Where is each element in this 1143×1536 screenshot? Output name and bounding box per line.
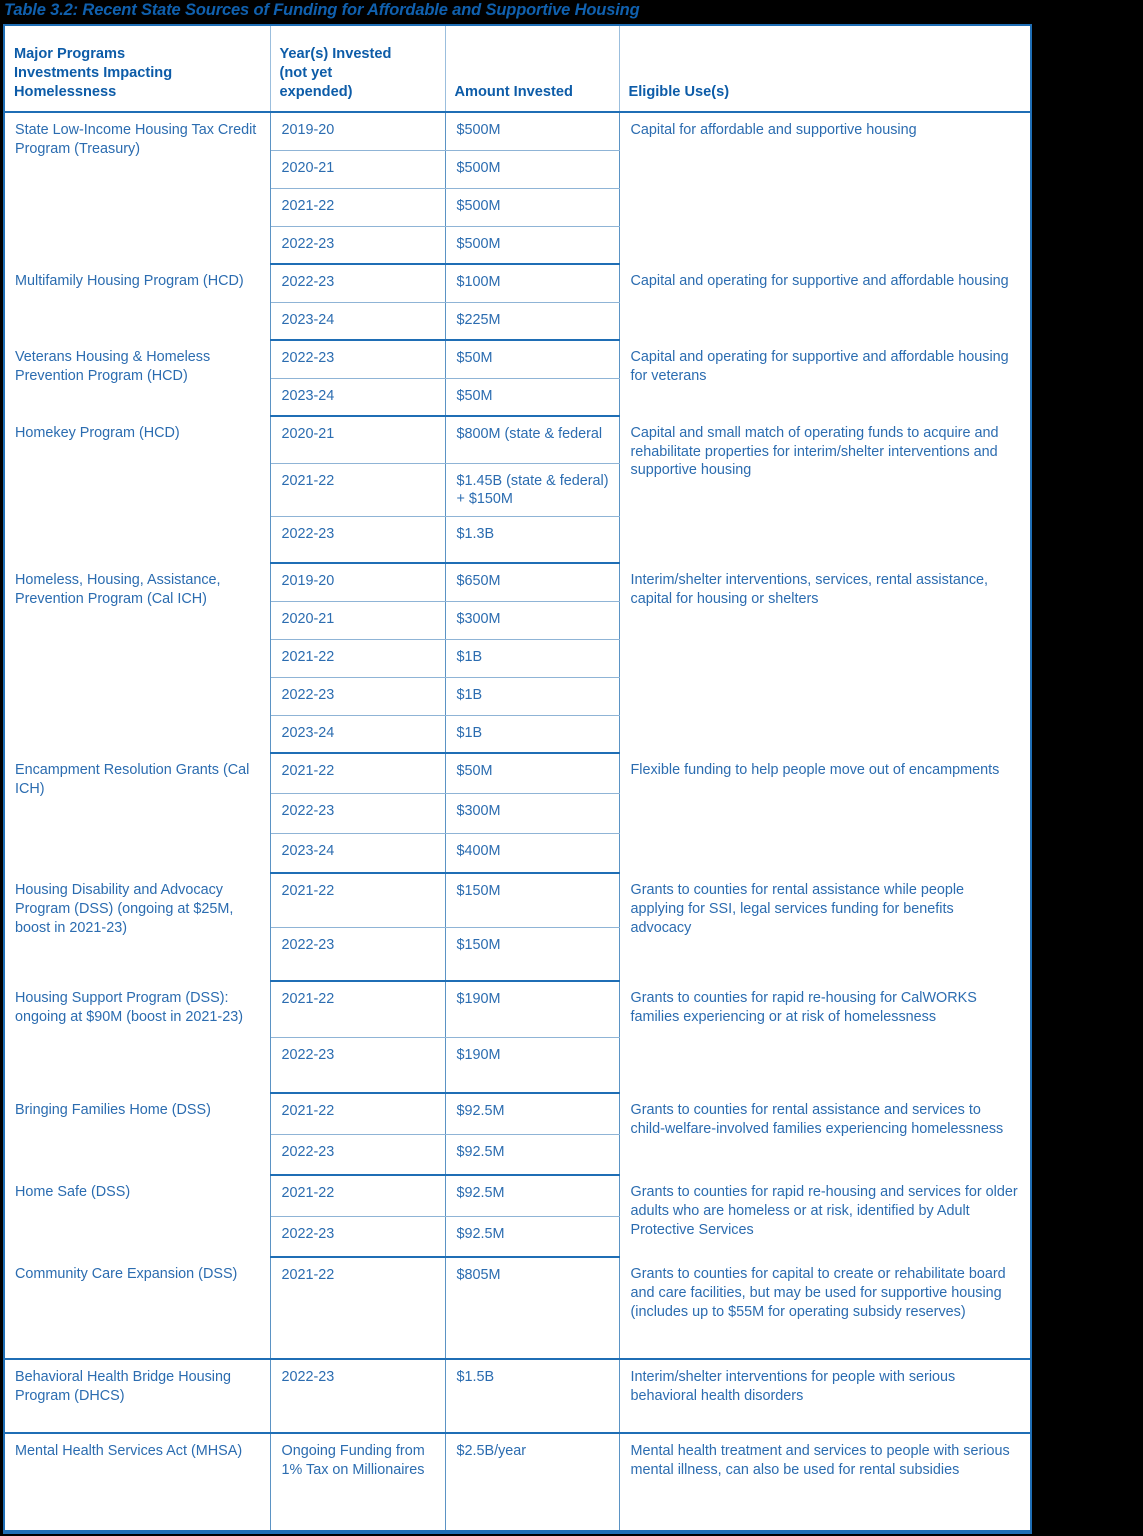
- eligible-use-cell: Grants to counties for rental assistance and services to child-welfare-involved families experiencing homelessness: [619, 1093, 1030, 1175]
- year-invested-cell: 2022-23: [270, 1216, 445, 1257]
- program-name-cell: Bringing Families Home (DSS): [5, 1093, 270, 1175]
- year-invested-cell: 2022-23: [270, 1359, 445, 1433]
- table-row: [5, 1433, 1030, 1531]
- column-header-eligible-use-line-1: Eligible Use(s): [628, 84, 730, 101]
- table-row: [5, 1093, 1030, 1134]
- amount-invested-cell: $50M: [445, 340, 619, 378]
- eligible-use-cell: Capital and operating for supportive and affordable housing for veterans: [619, 340, 1030, 416]
- table-row: [5, 873, 1030, 927]
- program-name-cell: Veterans Housing & Homeless Prevention Program (HCD): [5, 340, 270, 416]
- year-invested-cell: 2022-23: [270, 1037, 445, 1093]
- amount-invested-cell: $190M: [445, 1037, 619, 1093]
- year-invested-cell: 2023-24: [270, 302, 445, 340]
- column-header-years-line-1: Year(s) Invested: [279, 46, 392, 63]
- amount-invested-cell: $300M: [445, 793, 619, 833]
- year-invested-cell: 2022-23: [270, 264, 445, 302]
- amount-invested-cell: $2.5B/year: [445, 1433, 619, 1531]
- year-invested-cell: 2022-23: [270, 677, 445, 715]
- amount-invested-cell: $805M: [445, 1257, 619, 1359]
- year-invested-cell: 2020-21: [270, 601, 445, 639]
- table-header: [5, 26, 1030, 112]
- year-invested-cell: 2021-22: [270, 753, 445, 793]
- eligible-use-cell: Interim/shelter interventions for people with serious behavioral health disorders: [619, 1359, 1030, 1433]
- table-row: [5, 563, 1030, 601]
- program-name-cell: Behavioral Health Bridge Housing Program (DHCS): [5, 1359, 270, 1433]
- year-invested-cell: 2022-23: [270, 927, 445, 981]
- program-name-cell: Multifamily Housing Program (HCD): [5, 264, 270, 340]
- year-invested-cell: 2022-23: [270, 1134, 445, 1175]
- column-header-program-line-1: Major Programs: [14, 46, 126, 63]
- table-row: [5, 1257, 1030, 1359]
- eligible-use-cell: Capital and operating for supportive and affordable housing: [619, 264, 1030, 340]
- year-invested-cell: 2021-22: [270, 188, 445, 226]
- program-name-cell: Encampment Resolution Grants (Cal ICH): [5, 753, 270, 873]
- table-row: [5, 340, 1030, 378]
- column-header-program-line-3: Homelessness: [14, 84, 117, 101]
- year-invested-cell: 2023-24: [270, 715, 445, 753]
- funding-table-container: [3, 24, 1032, 1534]
- amount-invested-cell: $1.5B: [445, 1359, 619, 1433]
- year-invested-cell: 2020-21: [270, 416, 445, 463]
- column-header-years-line-3: expended): [279, 84, 353, 101]
- amount-invested-cell: $400M: [445, 833, 619, 873]
- year-invested-cell: 2022-23: [270, 793, 445, 833]
- funding-table: [5, 26, 1030, 1532]
- table-row: [5, 112, 1030, 150]
- eligible-use-cell: Grants to counties for rapid re-housing for CalWORKS families experiencing or at risk of homelessness: [619, 981, 1030, 1093]
- amount-invested-cell: $50M: [445, 753, 619, 793]
- amount-invested-cell: $1.45B (state & federal) + $150M: [445, 463, 619, 516]
- year-invested-cell: 2021-22: [270, 1257, 445, 1359]
- eligible-use-cell: Grants to counties for rapid re-housing and services for older adults who are homeless or at risk, identified by Adult Protective Services: [619, 1175, 1030, 1257]
- year-invested-cell: 2021-22: [270, 463, 445, 516]
- amount-invested-cell: $500M: [445, 226, 619, 264]
- year-invested-cell: 2023-24: [270, 378, 445, 416]
- header-row: [5, 26, 1030, 112]
- program-name-cell: Homeless, Housing, Assistance, Prevention Program (Cal ICH): [5, 563, 270, 753]
- amount-invested-cell: $100M: [445, 264, 619, 302]
- amount-invested-cell: $1B: [445, 677, 619, 715]
- amount-invested-cell: $500M: [445, 188, 619, 226]
- eligible-use-cell: Flexible funding to help people move out of encampments: [619, 753, 1030, 873]
- column-header-program: [5, 26, 270, 112]
- year-invested-cell: Ongoing Funding from 1% Tax on Millionaires: [270, 1433, 445, 1531]
- amount-invested-cell: $1B: [445, 639, 619, 677]
- amount-invested-cell: $92.5M: [445, 1175, 619, 1216]
- program-name-cell: Community Care Expansion (DSS): [5, 1257, 270, 1359]
- year-invested-cell: 2021-22: [270, 981, 445, 1037]
- program-name-cell: Mental Health Services Act (MHSA): [5, 1433, 270, 1531]
- eligible-use-cell: Grants to counties for rental assistance while people applying for SSI, legal services funding for benefits advocacy: [619, 873, 1030, 981]
- year-invested-cell: 2019-20: [270, 112, 445, 150]
- eligible-use-cell: Grants to counties for capital to create or rehabilitate board and care facilities, but may be used for supportive housing (includes up to $55M for operating subsidy reserves): [619, 1257, 1030, 1359]
- amount-invested-cell: $300M: [445, 601, 619, 639]
- year-invested-cell: 2021-22: [270, 639, 445, 677]
- table-row: [5, 416, 1030, 463]
- column-header-amount-line-1: Amount Invested: [454, 84, 573, 101]
- column-header-years-line-2: (not yet: [279, 65, 333, 82]
- table-row: [5, 753, 1030, 793]
- amount-invested-cell: $225M: [445, 302, 619, 340]
- amount-invested-cell: $650M: [445, 563, 619, 601]
- table-title: Table 3.2: Recent State Sources of Funding for Affordable and Supportive Housing: [4, 0, 1044, 22]
- year-invested-cell: 2021-22: [270, 873, 445, 927]
- eligible-use-cell: Capital for affordable and supportive housing: [619, 112, 1030, 264]
- amount-invested-cell: $1B: [445, 715, 619, 753]
- eligible-use-cell: Mental health treatment and services to people with serious mental illness, can also be used for rental subsidies: [619, 1433, 1030, 1531]
- amount-invested-cell: $1.3B: [445, 516, 619, 563]
- amount-invested-cell: $800M (state & federal: [445, 416, 619, 463]
- year-invested-cell: 2020-21: [270, 150, 445, 188]
- table-body: [5, 112, 1030, 1531]
- amount-invested-cell: $50M: [445, 378, 619, 416]
- program-name-cell: Homekey Program (HCD): [5, 416, 270, 563]
- amount-invested-cell: $500M: [445, 112, 619, 150]
- year-invested-cell: 2023-24: [270, 833, 445, 873]
- program-name-cell: Home Safe (DSS): [5, 1175, 270, 1257]
- amount-invested-cell: $150M: [445, 927, 619, 981]
- year-invested-cell: 2019-20: [270, 563, 445, 601]
- amount-invested-cell: $92.5M: [445, 1216, 619, 1257]
- amount-invested-cell: $92.5M: [445, 1134, 619, 1175]
- amount-invested-cell: $92.5M: [445, 1093, 619, 1134]
- column-header-amount: [445, 26, 619, 112]
- year-invested-cell: 2021-22: [270, 1175, 445, 1216]
- program-name-cell: Housing Disability and Advocacy Program (DSS) (ongoing at $25M, boost in 2021-23): [5, 873, 270, 981]
- eligible-use-cell: Capital and small match of operating funds to acquire and rehabilitate properties for interim/shelter interventions and supportive housing: [619, 416, 1030, 563]
- program-name-cell: Housing Support Program (DSS): ongoing at $90M (boost in 2021-23): [5, 981, 270, 1093]
- column-header-years: [270, 26, 445, 112]
- amount-invested-cell: $190M: [445, 981, 619, 1037]
- column-header-eligible-use: [619, 26, 1030, 112]
- year-invested-cell: 2022-23: [270, 226, 445, 264]
- year-invested-cell: 2022-23: [270, 516, 445, 563]
- table-row: [5, 264, 1030, 302]
- table-row: [5, 1359, 1030, 1433]
- amount-invested-cell: $150M: [445, 873, 619, 927]
- eligible-use-cell: Interim/shelter interventions, services, rental assistance, capital for housing or shelters: [619, 563, 1030, 753]
- year-invested-cell: 2022-23: [270, 340, 445, 378]
- table-row: [5, 1175, 1030, 1216]
- table-row: [5, 981, 1030, 1037]
- year-invested-cell: 2021-22: [270, 1093, 445, 1134]
- column-header-program-line-2: Investments Impacting: [14, 65, 173, 82]
- amount-invested-cell: $500M: [445, 150, 619, 188]
- program-name-cell: State Low-Income Housing Tax Credit Program (Treasury): [5, 112, 270, 264]
